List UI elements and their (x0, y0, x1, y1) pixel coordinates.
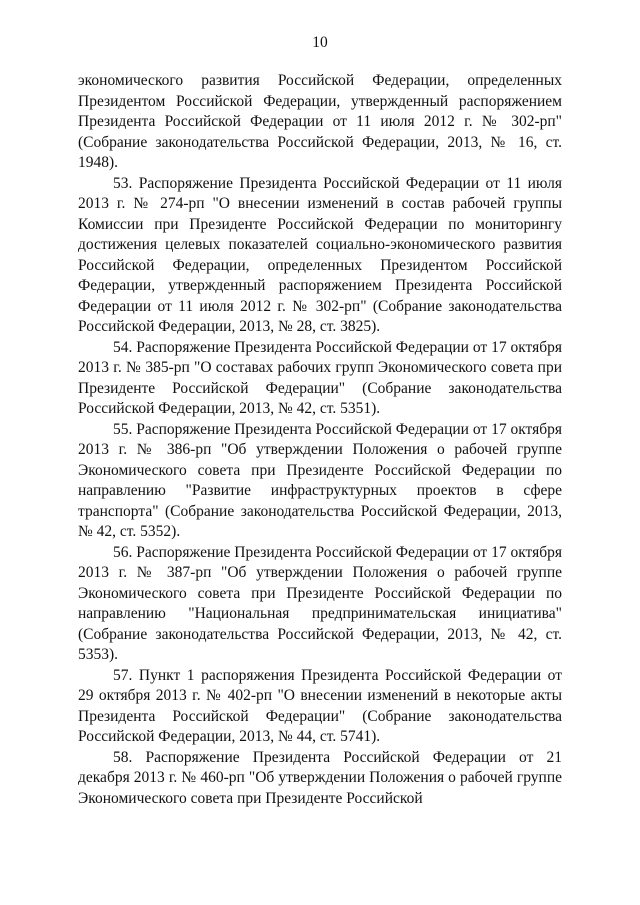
list-item-54: 54. Распоряжение Президента Российской Федерации от 17 октября 2013 г. № 385-рп "О составах рабочих групп Экономического совета при Президенте Российской Федерации" (Собрание законодательства Российской Федерации, 2013, № 42, ст. 5351). (78, 338, 562, 417)
page-number: 10 (312, 34, 328, 51)
paragraph-continuation: экономического развития Российской Федерации, определенных Президентом Российской Федерации, утвержденный распоряжением Президента Российской Федерации от 11 июля 2012 г. № 302-рп" (Собрание законодательства Российской Федерации, 2013, № 16, ст. 1948). (78, 72, 562, 171)
list-item-55: 55. Распоряжение Президента Российской Федерации от 17 октября 2013 г. № 386-рп "Об утверждении Положения о рабочей группе Экономического совета при Президенте Российской Федерации по направлению "Развитие инфраструктурных проектов в сфере транспорта" (Собрание законодательства Российской Федерации, 2013, № 42, ст. 5352). (78, 420, 562, 540)
list-item-53: 53. Распоряжение Президента Российской Федерации от 11 июля 2013 г. № 274-рп "О внесении изменений в состав рабочей группы Комиссии при Президенте Российской Федерации по мониторингу достижения целевых показателей социально-экономического развития Российской Федерации, определенных Президентом Российской Федерации, утвержденный распоряжением Президента Российской Федерации от 11 июля 2012 г. № 302-рп" (Собрание законодательства Российской Федерации, 2013, № 28, ст. 3825). (78, 174, 562, 335)
document-body (78, 71, 562, 809)
list-item-57: 57. Пункт 1 распоряжения Президента Российской Федерации от 29 октября 2013 г. № 402-рп "О внесении изменений в некоторые акты Президента Российской Федерации" (Собрание законодательства Российской Федерации, 2013, № 44, ст. 5741). (78, 666, 562, 745)
list-item-58: 58. Распоряжение Президента Российской Федерации от 21 декабря 2013 г. № 460-рп "Об утверждении Положения о рабочей группе Экономического совета при Президенте Российской (78, 748, 562, 807)
list-item-56: 56. Распоряжение Президента Российской Федерации от 17 октября 2013 г. № 387-рп "Об утверждении Положения о рабочей группе Экономического совета при Президенте Российской Федерации по направлению "Национальная предпринимательская инициатива" (Собрание законодательства Российской Федерации, 2013, № 42, ст. 5353). (78, 543, 562, 663)
